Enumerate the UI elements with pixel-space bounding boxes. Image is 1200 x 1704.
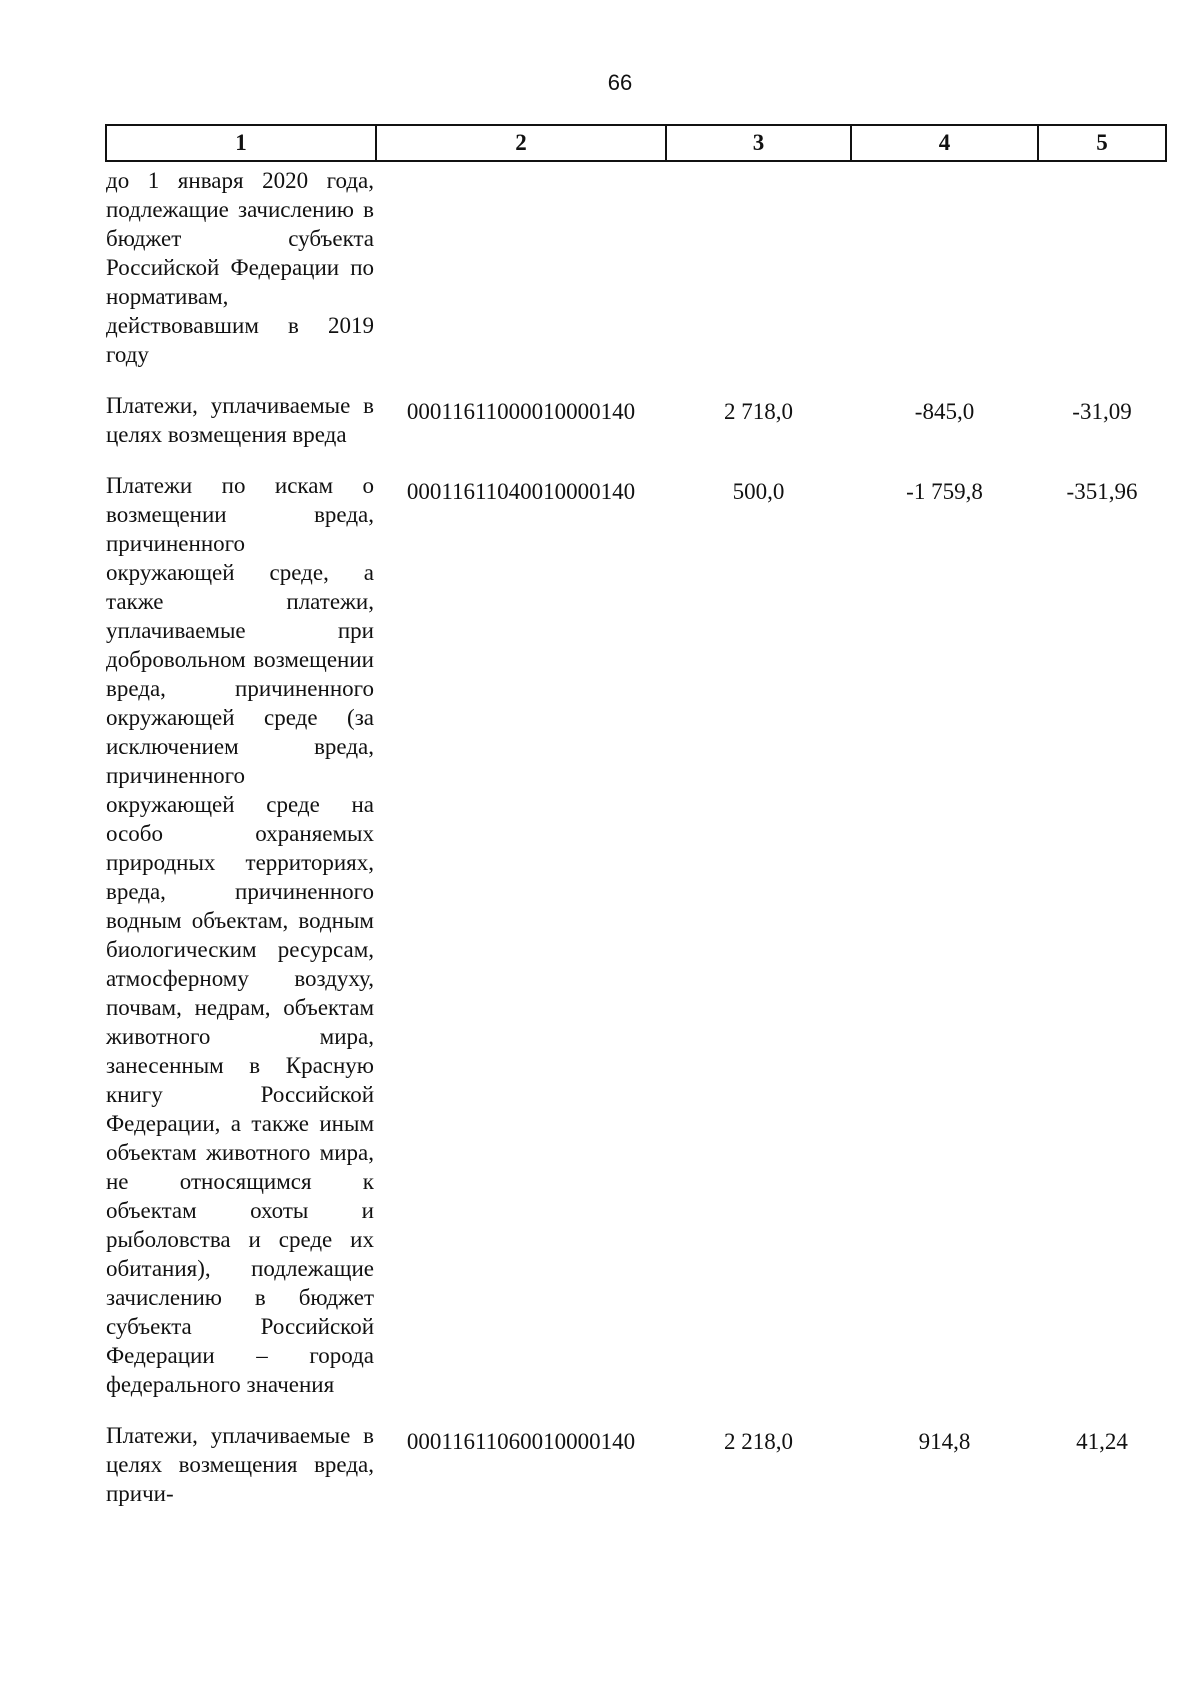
column-header-5: 5 [1038,125,1166,161]
table-row [106,391,1166,471]
budget-table [105,124,1167,1530]
row-description: до 1 января 2020 года, подлежащие зачислению в бюджет субъекта Российской Федерации по нормативам, действовавшим в 2019 году [106,168,374,367]
budget-table-container [105,124,1165,1530]
row-value-5: 41,24 [1076,1429,1128,1454]
table-body [106,161,1166,1530]
row-value-3 [666,161,851,391]
column-header-1: 1 [106,125,376,161]
column-header-4: 4 [851,125,1038,161]
row-value-5: -351,96 [1066,479,1138,504]
table-row [106,161,1166,391]
table-row [106,471,1166,1421]
row-code: 00011611040010000140 [406,479,636,504]
row-value-5 [1038,161,1166,391]
row-value-4: 914,8 [918,1429,971,1454]
row-value-4: -845,0 [914,399,975,424]
column-header-3: 3 [666,125,851,161]
row-value-5: -31,09 [1072,399,1132,424]
row-value-4: -1 759,8 [906,479,983,504]
row-value-3: 2 718,0 [724,399,793,424]
row-value-3: 2 218,0 [724,1429,793,1454]
table-header [106,125,1166,161]
row-description: Платежи, уплачиваемые в целях возмещения вреда, причи- [106,1423,374,1506]
row-code: 00011611000010000140 [406,399,636,424]
row-code: 00011611060010000140 [406,1429,636,1454]
row-value-3: 500,0 [732,479,785,504]
row-value-4 [851,161,1038,391]
column-header-2: 2 [376,125,666,161]
row-description: Платежи по искам о возмещении вреда, причиненного окружающей среде, а также платежи, уплачиваемые при добровольном возмещении вреда, причиненного окружающей среде (за исключением вреда, причиненного окружающей среде на особо охраняемых природных территориях, вреда, причиненного водным объектам, водным биологическим ресурсам, атмосферному воздуху, почвам, недрам, объектам животного мира, занесенным в Красную книгу Российской Федерации, а также иным объектам животного мира, не относящимся к объектам охоты и рыболовства и среде их обитания), подлежащие зачислению в бюджет субъекта Российской Федерации – города федерального значения [106,473,374,1397]
row-code [376,161,666,391]
header-row [106,125,1166,161]
page-number: 66 [607,70,633,95]
table-row [106,1421,1166,1530]
row-description: Платежи, уплачиваемые в целях возмещения вреда [106,393,374,447]
